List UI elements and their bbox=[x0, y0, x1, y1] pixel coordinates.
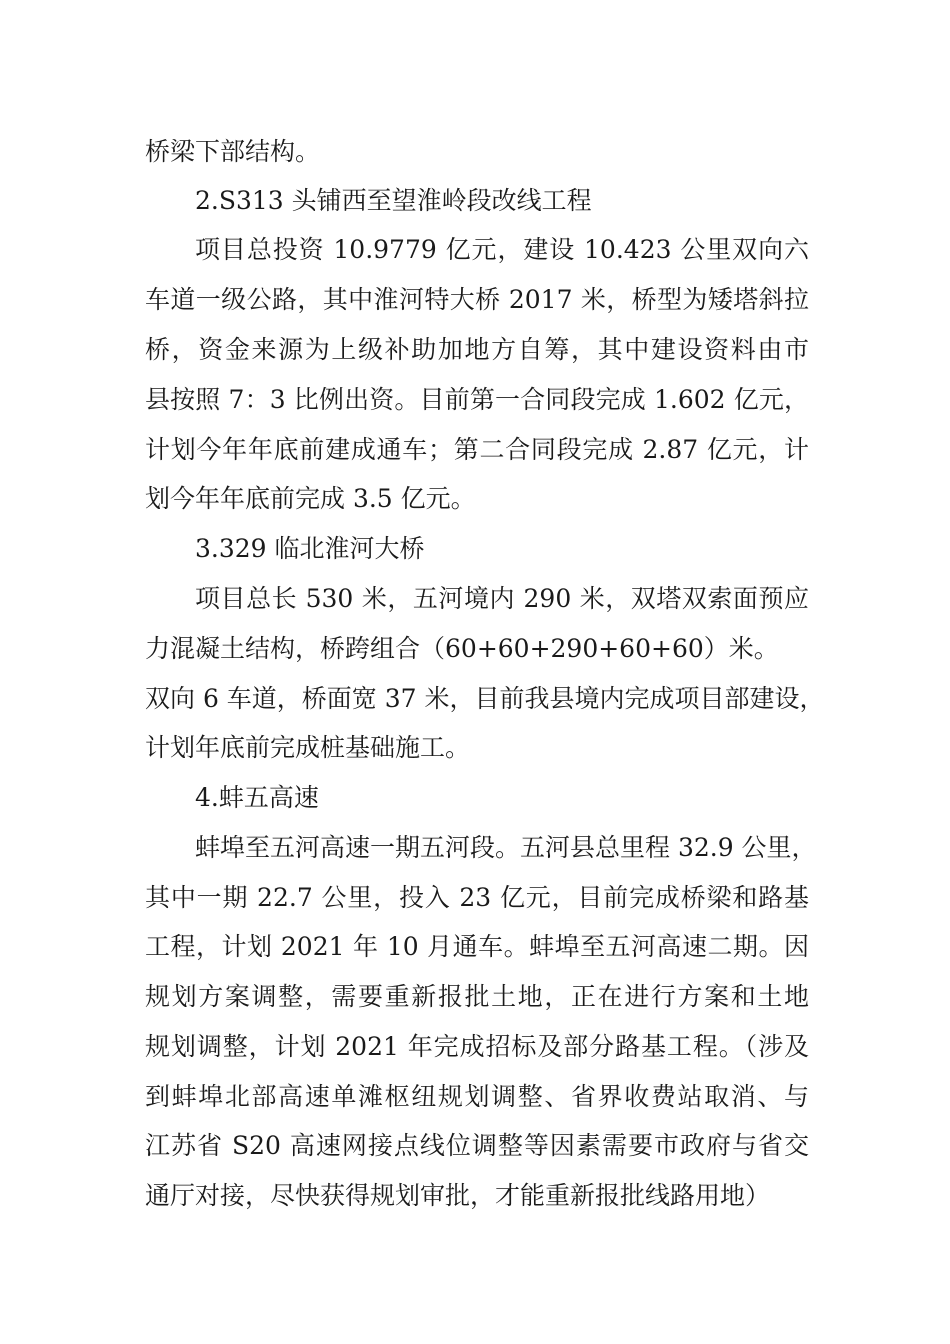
text-line: 蚌埠至五河高速一期五河段。五河县总里程 32.9 公里， bbox=[195, 833, 817, 862]
text-line: 划今年年底前完成 3.5 亿元。 bbox=[145, 484, 476, 513]
text-line: 工程，计划 2021 年 10 月通车。蚌埠至五河高速二期。因 bbox=[145, 932, 809, 961]
text-line: 桥，资金来源为上级补助加地方自筹，其中建设资料由市 bbox=[145, 335, 809, 364]
text-line: 计划今年年底前建成通车；第二合同段完成 2.87 亿元，计 bbox=[145, 435, 809, 464]
text-line: 项目总长 530 米，五河境内 290 米，双塔双索面预应 bbox=[195, 584, 809, 613]
section-heading-s313: 2.S313 头铺西至望淮岭段改线工程 bbox=[195, 186, 592, 215]
text-line: 县按照 7：3 比例出资。目前第一合同段完成 1.602 亿元， bbox=[145, 385, 809, 414]
text-line: 桥梁下部结构。 bbox=[145, 137, 321, 166]
text-line: 规划调整，计划 2021 年完成招标及部分路基工程。（涉及 bbox=[145, 1032, 809, 1061]
text-line: 其中一期 22.7 公里，投入 23 亿元，目前完成桥梁和路基 bbox=[145, 883, 809, 912]
text-line: 车道一级公路，其中淮河特大桥 2017 米，桥型为矮塔斜拉 bbox=[145, 285, 809, 314]
section-heading-329: 3.329 临北淮河大桥 bbox=[195, 534, 425, 563]
section-heading-bengwu: 4.蚌五高速 bbox=[195, 783, 319, 812]
text-line: 到蚌埠北部高速单滩枢纽规划调整、省界收费站取消、与 bbox=[145, 1082, 809, 1111]
text-line: 江苏省 S20 高速网接点线位调整等因素需要市政府与省交 bbox=[145, 1131, 809, 1160]
text-line: 双向 6 车道，桥面宽 37 米，目前我县境内完成项目部建设， bbox=[145, 684, 825, 713]
text-line: 计划年底前完成桩基础施工。 bbox=[145, 733, 471, 762]
text-line: 通厅对接，尽快获得规划审批，才能重新报批线路用地） bbox=[145, 1181, 771, 1210]
text-line: 项目总投资 10.9779 亿元，建设 10.423 公里双向六 bbox=[195, 235, 809, 264]
text-line: 力混凝土结构，桥跨组合（60+60+290+60+60）米。 bbox=[145, 634, 779, 663]
text-line: 规划方案调整，需要重新报批土地，正在进行方案和土地 bbox=[145, 982, 809, 1011]
